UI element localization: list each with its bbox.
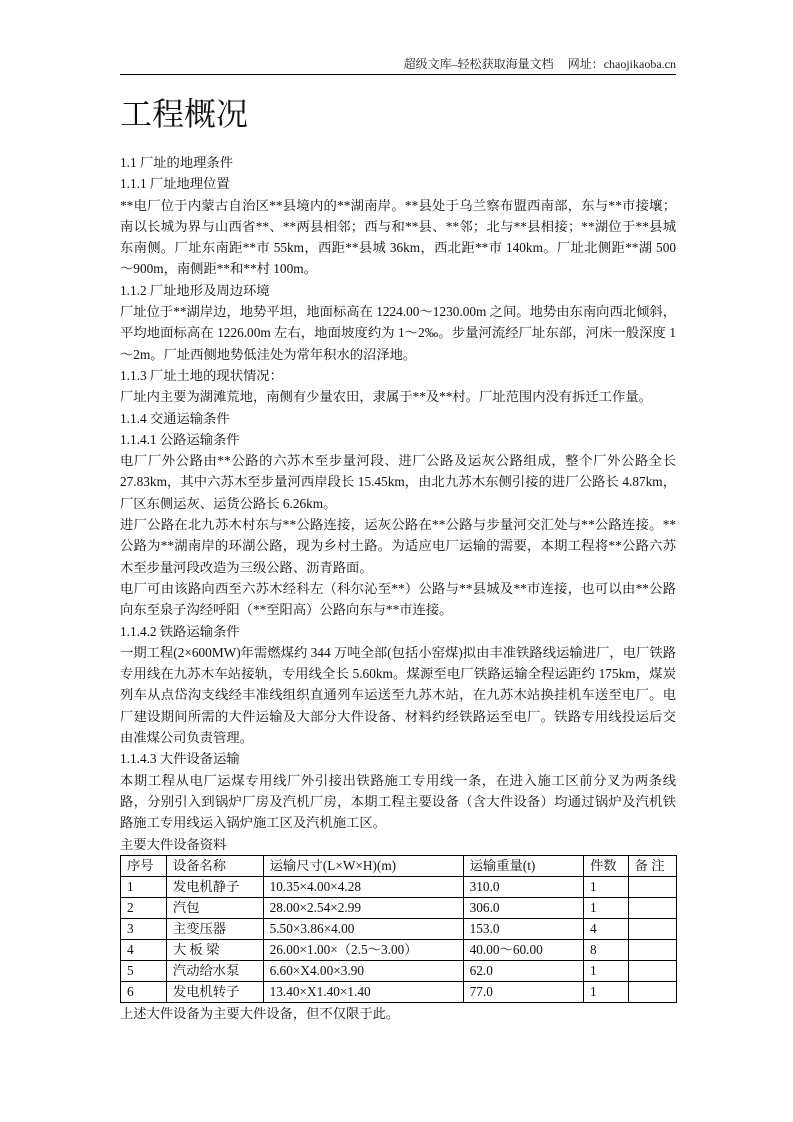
table-cell: 13.40×X1.40×1.40 — [263, 981, 463, 1002]
heading-1-1-4: 1.1.4 交通运输条件 — [120, 410, 230, 426]
page-header — [120, 56, 676, 72]
table-cell: 主变压器 — [166, 918, 263, 939]
heading-1-1-4-2: 1.1.4.2 铁路运输条件 — [120, 623, 240, 639]
table-row — [121, 897, 677, 918]
table-row — [121, 939, 677, 960]
header-library-name: 超级文库–轻松获取海量文档 — [403, 57, 554, 71]
page-title: 工程概况 — [120, 95, 249, 133]
header-cell: 运输重量(t) — [463, 855, 583, 876]
table-cell: 62.0 — [463, 960, 583, 981]
paragraph-railway: 一期工程(2×600MW)年需燃煤约 344 万吨全部(包括小窑煤)拟由丰准铁路线运输进厂，电厂铁路专用线在九苏木车站接轨，专用线全长 5.60km。煤源至电厂铁路运输全程运距约 175km，煤炭列车从点岱沟支线经丰准线组织直通列车运送至九苏木站，在九苏木站换挂机车送至电厂。电厂建设期间所需的大件运输及大部分大件设备、材料约经铁路运至电厂。铁路专用线投运后交由准煤公司负责管理。 — [120, 644, 676, 746]
table-footnote: 上述大件设备为主要大件设备，但不仅限于此。 — [120, 1005, 400, 1021]
paragraph-road-3: 电厂可由该路向西至六苏木经科左（科尔沁至**）公路与**县城及**市连接，也可以由**公路向东至泉子沟经呼阳（**至阳高）公路向东与**市连接。 — [120, 580, 676, 618]
table-cell: 310.0 — [463, 876, 583, 897]
table-cell: 153.0 — [463, 918, 583, 939]
table-cell: 5 — [121, 960, 167, 981]
header-cell: 运输尺寸(L×W×H)(m) — [263, 855, 463, 876]
table-cell: 2 — [121, 897, 167, 918]
equipment-table — [120, 855, 677, 1003]
table-cell: 5.50×3.86×4.00 — [263, 918, 463, 939]
table-cell — [628, 897, 676, 918]
header-cell: 序号 — [121, 855, 167, 876]
table-cell — [628, 960, 676, 981]
table-cell: 1 — [584, 876, 629, 897]
table-cell: 3 — [121, 918, 167, 939]
header-cell: 件数 — [584, 855, 629, 876]
header-site-url: 网址：chaojikaoba.cn — [567, 57, 676, 71]
table-cell: 4 — [121, 939, 167, 960]
table-cell: 6 — [121, 981, 167, 1002]
table-cell: 40.00～60.00 — [463, 939, 583, 960]
table-cell — [628, 876, 676, 897]
table-row — [121, 876, 677, 897]
heading-1-1: 1.1 厂址的地理条件 — [120, 155, 234, 170]
heading-1-1-4-3: 1.1.4.3 大件设备运输 — [120, 751, 240, 767]
table-cell: 发电机转子 — [166, 981, 263, 1002]
heading-1-1-4-1: 1.1.4.1 公路运输条件 — [120, 431, 240, 447]
table-row — [121, 918, 677, 939]
table-cell — [628, 939, 676, 960]
heading-1-1-2: 1.1.2 厂址地形及周边环境 — [120, 282, 270, 298]
table-cell: 汽动给水泵 — [166, 960, 263, 981]
header-cell: 设备名称 — [166, 855, 263, 876]
heading-1-1-1: 1.1.1 厂址地理位置 — [120, 176, 230, 192]
document-body — [120, 152, 676, 1024]
table-cell: 1 — [584, 981, 629, 1002]
paragraph-road-1: 电厂厂外公路由**公路的六苏木至步量河段、进厂公路及运灰公路组成，整个厂外公路全长 27.83km，其中六苏木至步量河西岸段长 15.45km，由北九苏木东侧引接的进厂公路长 4.87km，厂区东侧运灰、运货公路长 6.26km。 — [120, 453, 676, 511]
paragraph-terrain: 厂址位于**湖岸边，地势平坦，地面标高在 1224.00～1230.00m 之间。地势由东南向西北倾斜，平均地面标高在 1226.00m 左右，地面坡度约为 1～2‰。步量河流经厂址东部，河床一般深度 1～2m。厂址西侧地势低洼处为常年积水的沼泽地。 — [120, 304, 676, 362]
table-cell: 6.60×X4.00×3.90 — [263, 960, 463, 981]
table-cell — [628, 981, 676, 1002]
table-cell: 10.35×4.00×4.28 — [263, 876, 463, 897]
table-cell: 汽包 — [166, 897, 263, 918]
table-row — [121, 981, 677, 1002]
header-cell: 备 注 — [628, 855, 676, 876]
header-divider — [120, 74, 676, 75]
paragraph-location: **电厂位于内蒙古自治区**县境内的**湖南岸。**县处于乌兰察布盟西南部，东与**市接壤；南以长城为界与山西省**、**两县相邻；西与和**县、**邻；北与**县相接；**湖位于**县城东南侧。厂址东南距**市 55km，西距**县城 36km，西北距**市 140km。厂址北侧距**湖 500～900m，南侧距**和**村 100m。 — [120, 197, 676, 277]
table-cell: 4 — [584, 918, 629, 939]
table-cell: 28.00×2.54×2.99 — [263, 897, 463, 918]
table-header-row — [121, 855, 677, 876]
table-cell: 306.0 — [463, 897, 583, 918]
table-cell: 1 — [584, 897, 629, 918]
heading-1-1-3: 1.1.3 厂址土地的现状情况： — [120, 367, 283, 383]
table-cell: 1 — [584, 960, 629, 981]
paragraph-land-status: 厂址内主要为湖滩荒地，南侧有少量农田，隶属于**及**村。厂址范围内没有拆迁工作量。 — [120, 389, 652, 405]
paragraph-road-2: 进厂公路在北九苏木村东与**公路连接，运灰公路在**公路与步量河交汇处与**公路连接。**公路为**湖南岸的环湖公路，现为乡村土路。为适应电厂运输的需要，本期工程将**公路六苏木至步量河段改造为三级公路、沥青路面。 — [120, 517, 676, 575]
table-cell: 26.00×1.00×（2.5～3.00） — [263, 939, 463, 960]
paragraph-large-equipment: 本期工程从电厂运煤专用线厂外引接出铁路施工专用线一条，在进入施工区前分叉为两条线路，分别引入到锅炉厂房及汽机厂房，本期工程主要设备（含大件设备）均通过锅炉及汽机铁路施工专用线运入锅炉施工区及汽机施工区。 — [120, 772, 676, 831]
table-cell: 大 板 梁 — [166, 939, 263, 960]
table-cell: 发电机静子 — [166, 876, 263, 897]
table-caption: 主要大件设备资料 — [120, 836, 227, 852]
table-cell: 8 — [584, 939, 629, 960]
table-cell: 1 — [121, 876, 167, 897]
table-cell: 77.0 — [463, 981, 583, 1002]
table-row — [121, 960, 677, 981]
table-cell — [628, 918, 676, 939]
